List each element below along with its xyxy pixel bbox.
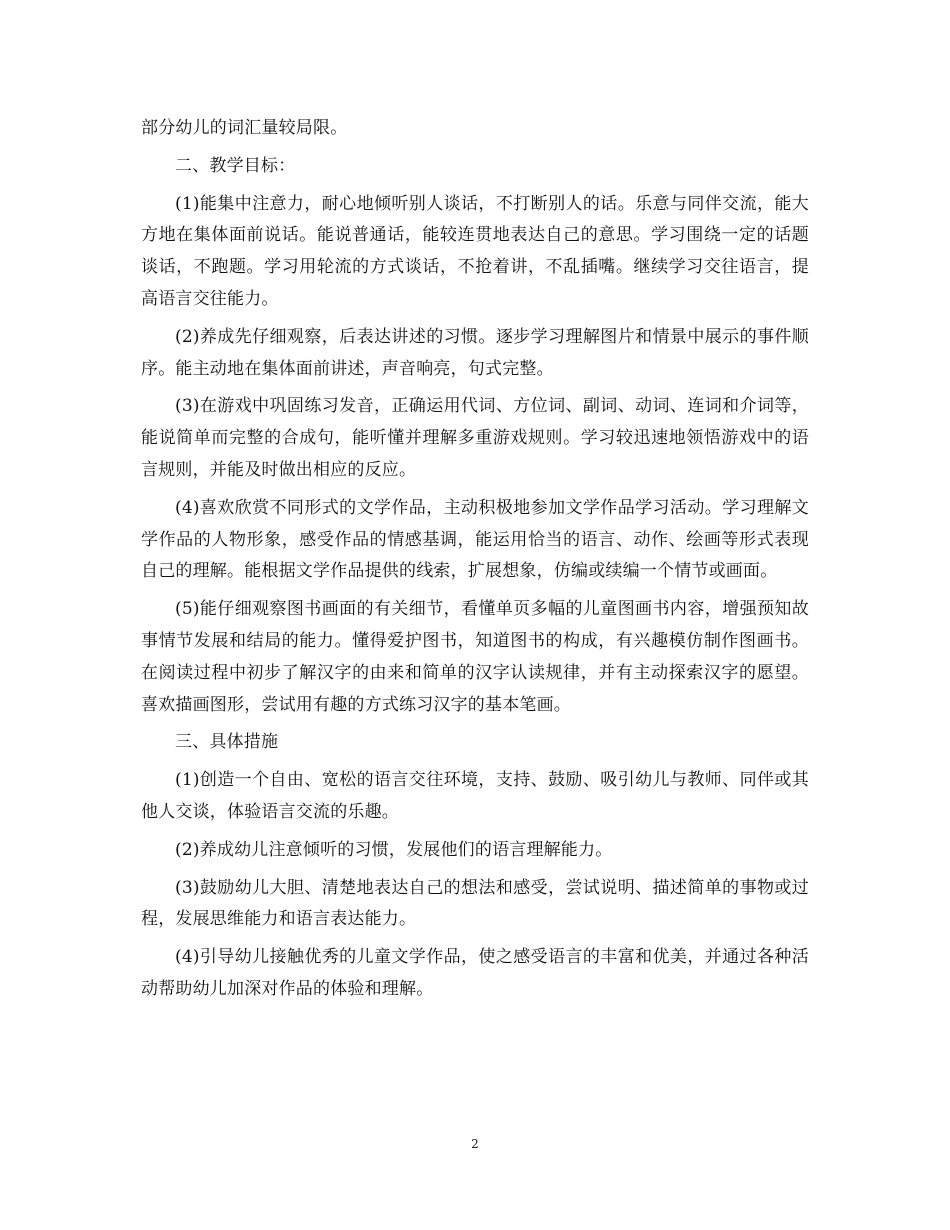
page-number: 2 (471, 1137, 479, 1151)
paragraph-continuation: 部分幼儿的词汇量较局限。 (141, 118, 348, 138)
measure-item-4: (4)引导幼儿接触优秀的儿童文学作品，使之感受语言的丰富和优美，并通过各种活动帮助幼儿加深对作品的体验和理解。 (141, 947, 809, 999)
measure-item-1: (1)创造一个自由、宽松的语言交往环境，支持、鼓励、吸引幼儿与教师、同伴或其他人交谈，体验语言交流的乐趣。 (141, 770, 809, 822)
goal-item-5: (5)能仔细观察图书画面的有关细节，看懂单页多幅的儿童图画书内容，增强预知故事情节发展和结局的能力。懂得爱护图书，知道图书的构成，有兴趣模仿制作图画书。在阅读过程中初步了解汉字的由来和简单的汉字认读规律，并有主动探索汉字的愿望。喜欢描画图形，尝试用有趣的方式练习汉字的基本笔画。 (141, 599, 809, 715)
measure-item-2: (2)养成幼儿注意倾听的习惯，发展他们的语言理解能力。 (175, 839, 613, 860)
goal-item-4: (4)喜欢欣赏不同形式的文学作品，主动积极地参加文学作品学习活动。学习理解文学作品的人物形象，感受作品的情感基调，能运用恰当的语言、动作、绘画等形式表现自己的理解。能根据文学作品提供的线索，扩展想象，仿编或续编一个情节或画面。 (141, 497, 809, 582)
goal-item-1: (1)能集中注意力，耐心地倾听别人谈话，不打断别人的话。乐意与同伴交流，能大方地在集体面前说话。能说普通话，能较连贯地表达自己的意思。学习围绕一定的话题谈话，不跑题。学习用轮流的方式谈话，不抢着讲，不乱插嘴。继续学习交往语言，提高语言交往能力。 (141, 193, 809, 309)
goal-item-2: (2)养成先仔细观察，后表达讲述的习惯。逐步学习理解图片和情景中展示的事件顺序。能主动地在集体面前讲述，声音响亮，句式完整。 (141, 326, 809, 379)
document-body (141, 113, 809, 1012)
section-heading-measures: 三、具体措施 (175, 732, 279, 753)
goal-item-3: (3)在游戏中巩固练习发音，正确运用代词、方位词、副词、动词、连词和介词等，能说简单而完整的合成句，能听懂并理解多重游戏规则。学习较迅速地领悟游戏中的语言规则，并能及时做出相应的反应。 (141, 396, 809, 480)
section-heading-teaching-goals: 二、教学目标： (175, 155, 296, 176)
measure-item-3: (3)鼓励幼儿大胆、清楚地表达自己的想法和感受，尝试说明、描述简单的事物或过程，发展思维能力和语言表达能力。 (141, 877, 809, 930)
